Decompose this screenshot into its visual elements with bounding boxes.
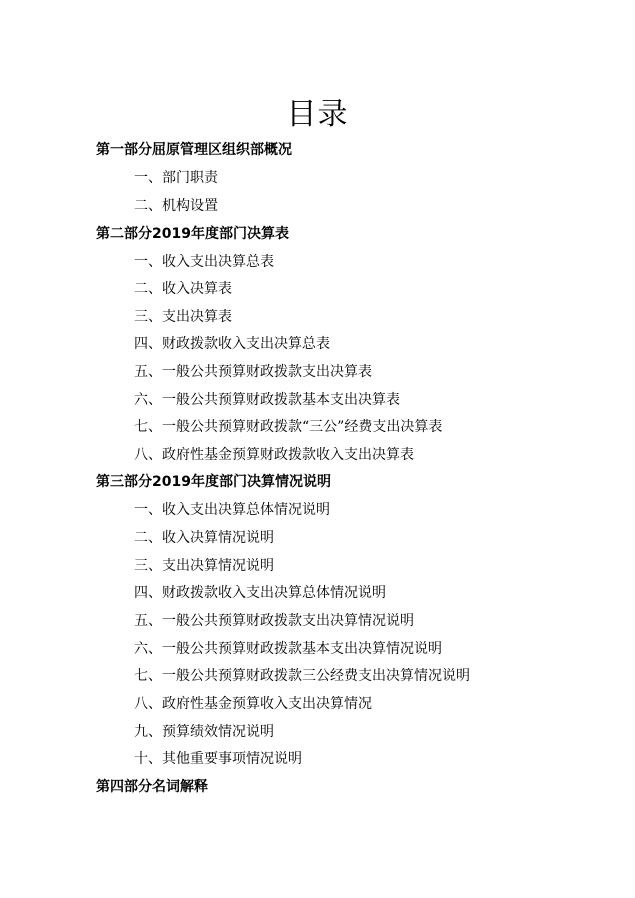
toc-item: 四、财政拨款收入支出决算总表	[134, 336, 330, 352]
toc-item: 一、收入支出决算总体情况说明	[134, 502, 330, 518]
toc-item: 五、一般公共预算财政拨款支出决算情况说明	[134, 613, 414, 629]
toc-item: 六、一般公共预算财政拨款基本支出决算表	[134, 392, 400, 408]
toc-item: 五、一般公共预算财政拨款支出决算表	[134, 364, 372, 380]
toc-item: 四、财政拨款收入支出决算总体情况说明	[134, 585, 386, 601]
section-heading: 第一部分屈原管理区组织部概况	[96, 142, 292, 158]
section-heading: 第三部分2019年度部门决算情况说明	[96, 474, 331, 490]
toc-item: 七、一般公共预算财政拨款“三公”经费支出决算表	[134, 419, 443, 435]
toc-item: 二、机构设置	[134, 198, 218, 214]
section-heading: 第二部分2019年度部门决算表	[96, 226, 289, 242]
toc-item: 八、政府性基金预算财政拨款收入支出决算表	[134, 447, 414, 463]
toc-item: 二、收入决算情况说明	[134, 530, 274, 546]
toc-item: 七、一般公共预算财政拨款三公经费支出决算情况说明	[134, 668, 470, 684]
toc-item: 三、支出决算情况说明	[134, 558, 274, 574]
toc-item: 二、收入决算表	[134, 281, 232, 297]
toc-item: 一、部门职责	[134, 170, 218, 186]
toc-item: 一、收入支出决算总表	[134, 254, 274, 270]
page-title: 目录	[286, 97, 349, 132]
toc-item: 六、一般公共预算财政拨款基本支出决算情况说明	[134, 641, 442, 657]
section-heading: 第四部分名词解释	[96, 779, 208, 795]
toc-item: 八、政府性基金预算收入支出决算情况	[134, 696, 372, 712]
toc-item: 三、支出决算表	[134, 309, 232, 325]
toc-item: 十、其他重要事项情况说明	[134, 751, 302, 767]
toc-item: 九、预算绩效情况说明	[134, 724, 274, 740]
